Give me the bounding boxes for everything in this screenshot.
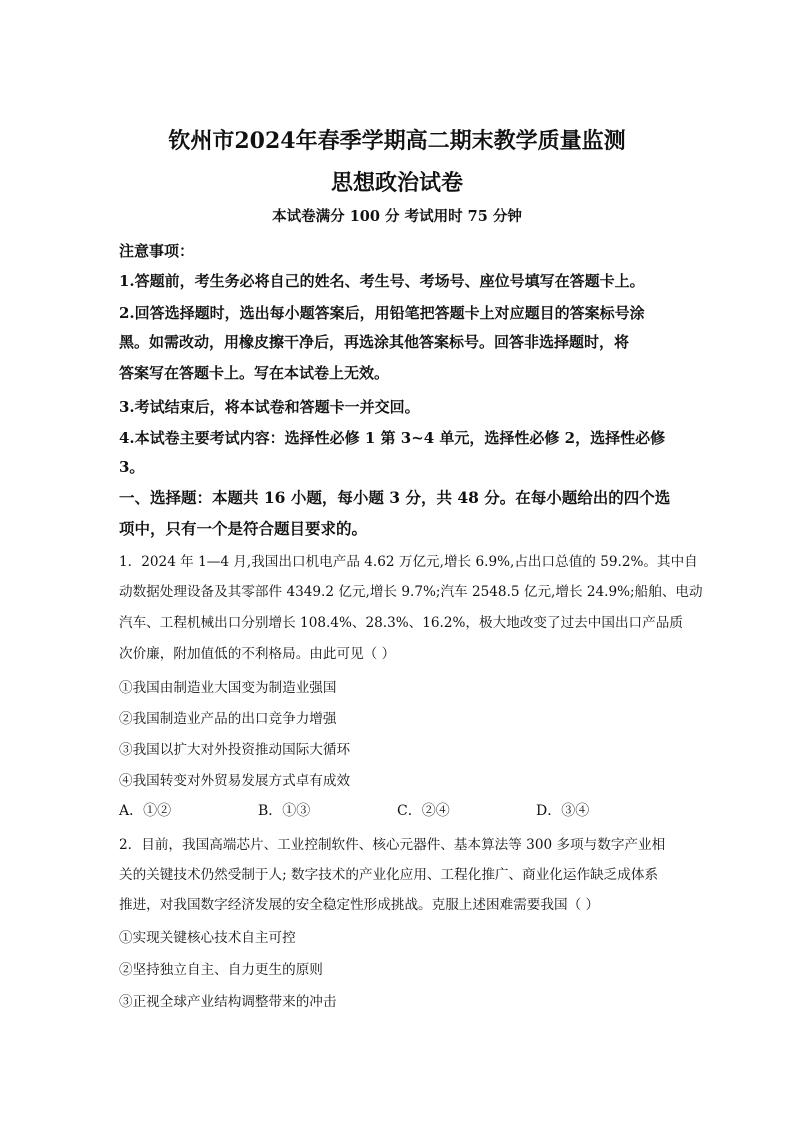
question-2-item: ③正视全球产业结构调整带来的冲击 [119,994,337,1010]
question-1-item: ①我国由制造业大国变为制造业强国 [119,680,337,696]
question-2-stem: 关的关键技术仍然受制于人; 数字技术的产业化应用、工程化推广、商业化运作缺乏成体系 [119,867,659,883]
question-1-stem: 1．2024 年 1—4 月,我国出口机电产品 4.62 万亿元,增长 6.9%,占出口总值的 59.2%。其中自 [119,554,698,570]
question-2-stem: 2．目前，我国高端芯片、工业控制软件、核心元器件、基本算法等 300 多项与数字产业相 [119,837,666,853]
section-heading: 项中，只有一个是符合题目要求的。 [119,519,368,538]
question-2-item: ①实现关键核心技术自主可控 [119,930,296,946]
notice-line: 答案写在答题卡上。写在本试卷上无效。 [119,364,390,382]
question-2-item: ②坚持独立自主、自力更生的原则 [119,962,323,978]
notice-line: 3.考试结束后，将本试卷和答题卡一并交回。 [119,398,420,416]
exam-subject: 思想政治试卷 [330,170,463,196]
question-1-option-b[interactable]: B．①③ [258,803,311,819]
question-1-item: ③我国以扩大对外投资推动国际大循环 [119,742,351,758]
score-time-info: 本试卷满分 100 分 考试用时 75 分钟 [272,208,522,225]
notice-line: 3。 [119,458,145,476]
question-1-option-a[interactable]: A．①② [119,803,172,819]
question-1-option-c[interactable]: C．②④ [397,803,450,819]
notice-line: 2.回答选择题时，选出每小题答案后，用铅笔把答题卡上对应题目的答案标号涂 [119,304,645,322]
question-1-stem: 次价廉，附加值低的不利格局。由此可见（ ） [119,646,396,662]
section-heading: 一、选择题：本题共 16 小题，每小题 3 分，共 48 分。在每小题给出的四个选 [119,488,671,507]
notice-heading: 注意事项： [119,242,195,260]
notice-line: 4.本试卷主要考试内容：选择性必修 1 第 3~4 单元，选择性必修 2，选择性必修 [119,429,666,447]
exam-title: 钦州市2024年春季学期高二期末教学质量监测 [168,128,626,154]
question-1-item: ④我国转变对外贸易发展方式卓有成效 [119,773,351,789]
notice-line: 黑。如需改动，用橡皮擦干净后，再选涂其他答案标号。回答非选择题时，将 [119,333,630,351]
question-2-stem: 推进，对我国数字经济发展的安全稳定性形成挑战。克服上述困难需要我国（ ） [119,897,600,913]
question-1-stem: 动数据处理设备及其零部件 4349.2 亿元,增长 9.7%;汽车 2548.5 亿元,增长 24.9%;船舶、电动 [119,584,703,600]
notice-line: 1.答题前，考生务必将自己的姓名、考生号、考场号、座位号填写在答题卡上。 [119,272,645,290]
question-1-item: ②我国制造业产品的出口竞争力增强 [119,711,337,727]
question-1-option-d[interactable]: D．③④ [536,803,590,819]
question-1-stem: 汽车、工程机械出口分别增长 108.4%、28.3%、16.2%，极大地改变了过去中国出口产品质 [119,615,683,631]
